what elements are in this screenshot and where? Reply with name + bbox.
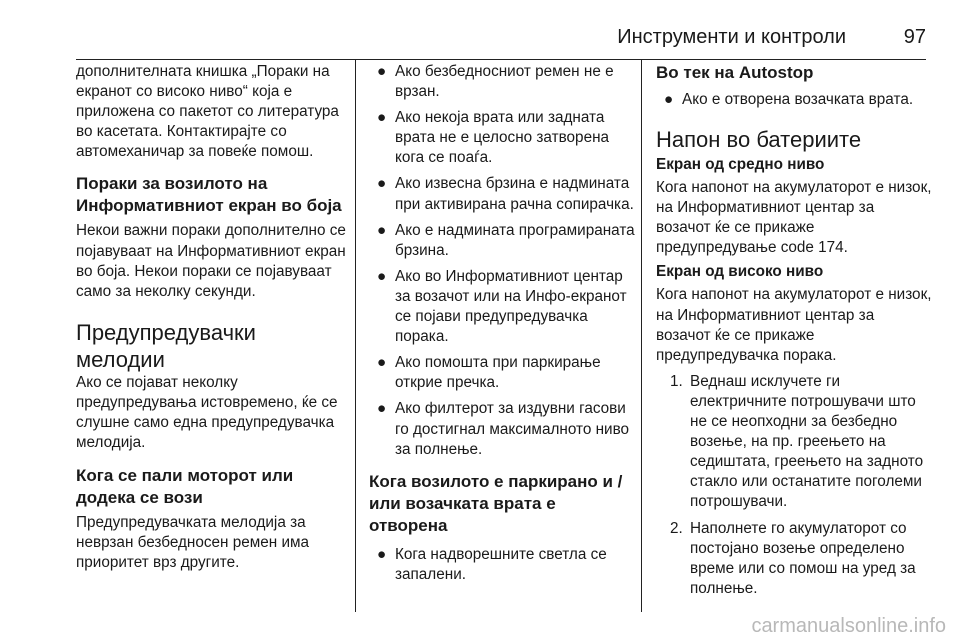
list-item: ● Ако некоја врата или задната врата не е целосно затворена кога се поаѓа. xyxy=(377,109,610,167)
body-paragraph: Предупредувачката мелодија за неврзан безбедносен ремен има приоритет врз другите. xyxy=(76,514,310,572)
subsection-heading: Екран од високо ниво xyxy=(656,263,824,281)
bullet-icon: ● xyxy=(377,109,387,127)
column-middle xyxy=(369,62,635,585)
column-right xyxy=(656,62,932,599)
bullet-icon: ● xyxy=(377,354,387,372)
chapter-title: Инструменти и контроли xyxy=(617,26,846,48)
body-paragraph: Кога напонот на акумулаторот е низок, на Информативниот центар за возачот ќе се прикаже предупредување code 174. xyxy=(656,179,932,257)
bullet-icon: ● xyxy=(377,221,387,239)
body-paragraph: Некои важни пораки дополнително се појавуваат на Информативниот екран во боја. Некои пораки се појавуваат само за неколку секунди. xyxy=(76,222,346,300)
body-paragraph: Кога напонот на акумулаторот е низок, на Информативниот центар за возачот ќе се прикаже предупредувачка порака. xyxy=(656,286,932,364)
header-rule xyxy=(76,59,926,60)
page-header xyxy=(76,26,926,56)
intro-paragraph: дополнителната книшка „Пораки на екранот со високо ниво“ која е приложена со пакетот со литература во касетата. Контактирајте со автомеханичар за повеќе помош. xyxy=(76,63,339,161)
section-heading: Кога се пали моторот или додека се вози xyxy=(76,466,294,508)
list-item: ● Ако помошта при паркирање открие пречка. xyxy=(377,354,601,392)
numbered-step: 2. Наполнете го акумулаторот со постојано возење определено време или со помош на уред за полнење. xyxy=(670,519,916,597)
section-heading: Кога возилото е паркирано и / или возачката врата е отворена xyxy=(369,471,623,535)
page-number: 97 xyxy=(903,26,926,48)
section-heading: Пораки за возилото на Информативниот екран во боја xyxy=(76,174,342,216)
column-divider xyxy=(355,60,356,612)
subsection-heading: Екран од средно ниво xyxy=(656,156,825,174)
list-item: ● Кога надворешните светла се запалени. xyxy=(377,545,607,583)
bullet-icon: ● xyxy=(377,545,387,563)
list-item: ● Ако е отворена возачката врата. xyxy=(656,90,932,110)
column-left xyxy=(76,62,348,574)
bullet-icon: ● xyxy=(377,400,387,418)
section-heading: Во тек на Autostop xyxy=(656,63,814,82)
list-item: ● Ако е надмината програмираната брзина. xyxy=(377,221,635,259)
section-heading: Напон во батериите xyxy=(656,127,862,153)
watermark: carmanualsonline.info xyxy=(751,615,946,637)
bullet-icon: ● xyxy=(664,91,674,108)
list-item: ● Ако извесна брзина е надмината при активирана рачна сопирачка. xyxy=(377,175,634,213)
list-item: ● Ако безбедносниот ремен не е врзан. xyxy=(377,63,614,101)
numbered-step: 1. Веднаш исклучете ги електричните потрошувачи што не се неопходни за безбедно возење, на пр. греењето на седиштата, греењето на задното стакло или останатите поголеми потрошувачи. xyxy=(670,372,924,511)
body-paragraph: Ако се појават неколку предупредувања истовремено, ќе се слушне само една предупредувачка мелодија. xyxy=(76,373,338,452)
bullet-icon: ● xyxy=(377,267,387,285)
bullet-icon: ● xyxy=(377,175,387,193)
column-divider xyxy=(641,60,642,612)
section-heading: Предупредувачки мелодии xyxy=(76,319,256,372)
list-item: ● Ако во Информативниот центар за возачот или на Инфо-екранот се појави предупредувачка порака. xyxy=(377,267,627,346)
bullet-icon: ● xyxy=(377,63,387,80)
list-item: ● Ако филтерот за издувни гасови го достигнал максималното ниво за полнење. xyxy=(377,400,630,458)
